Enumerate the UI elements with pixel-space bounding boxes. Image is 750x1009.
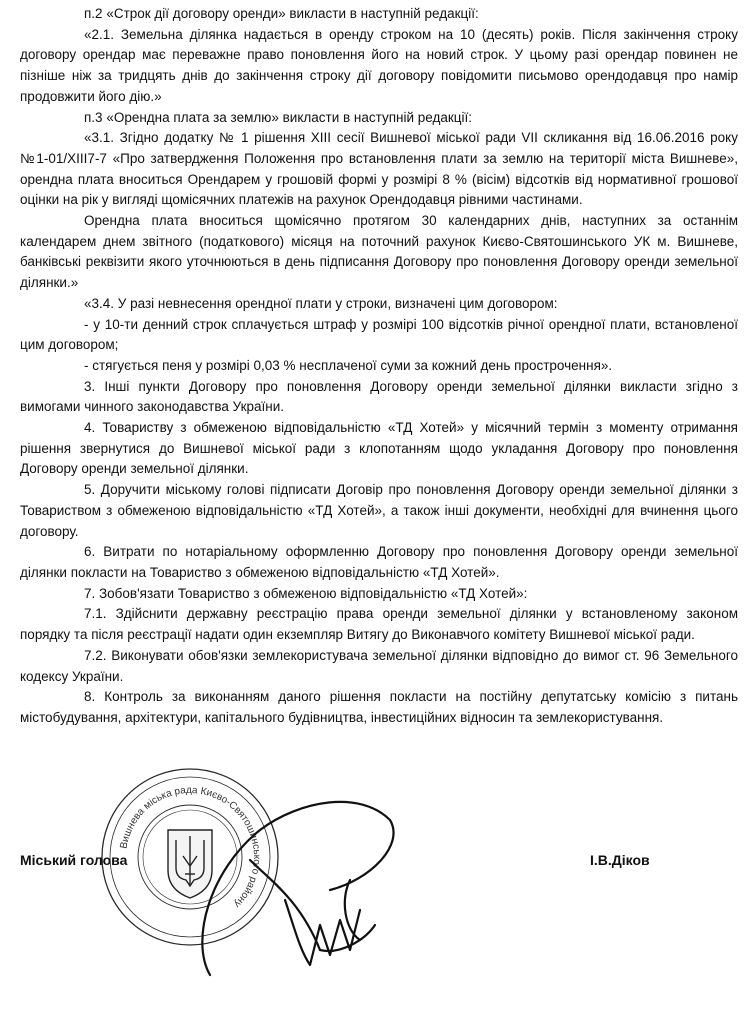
document-body — [20, 4, 738, 729]
paragraph: 8. Контроль за виконанням даного рішення покласти на постійну депутатську комісію з питань містобудування, архітектури, капітального будівництва, інвестиційних відносин та землекористування. — [20, 689, 738, 725]
paragraph: - у 10-ти денний строк сплачується штраф у розмірі 100 відсотків річної орендної плати, встановленої цим договором; — [20, 316, 738, 353]
paragraph: 6. Витрати по нотаріальному оформленню Договору про поновлення Договору оренди земельної ділянки покласти на Товариство з обмеженою відповідальністю «ТД Хотей». — [20, 544, 738, 580]
paragraph: 3. Інші пункти Договору про поновлення Договору оренди земельної ділянки викласти згідно з вимогами чинного законодавства України. — [20, 378, 738, 415]
paragraph: Орендна плата вноситься щомісячно протягом 30 календарних днів, наступних за останнім календарем днем звітного (податкового) місяця на поточний рахунок Києво-Святошинського УК м. Вишневе, банківські реквізити якого уточнюються в день підписання Договору про поновлення Договору оренди земельної ділянки.» — [20, 213, 738, 291]
stamp-ring-text: Вишнева міська рада Києво-Святошинського району — [118, 784, 263, 910]
paragraph: - стягується пеня у розмірі 0,03 % несплаченої суми за кожний день прострочення». — [84, 357, 613, 373]
paragraph: 7.2. Виконувати обов'язки землекористувача земельної ділянки відповідно до вимог ст. 96 Земельного кодексу України. — [20, 647, 738, 684]
paragraph: «3.1. Згідно додатку № 1 рішення XIII сесії Вишневої міської ради VII скликання від 16.06.2016 року №1-01/XIII7-7 «Про затвердження Положення про встановлення плати за землю на території міста Вишневе», орендна плата вноситься Орендарем у грошовій формі у розмірі 8 % (вісім) відсотків від нормативної грошової оцінки на рік у вигляді щомісячних платежів на рахунок Орендодавця рівними частинами. — [20, 130, 738, 208]
paragraph: п.2 «Строк дії договору оренди» викласти в наступній редакції: — [84, 6, 479, 21]
signatory-position: Міський голова — [20, 852, 128, 868]
paragraph: 5. Доручити міському голові підписати Договір про поновлення Договору оренди земельної ділянки з Товариством з обмеженою відповідальністю «ТД Хотей», а також інші документи, необхідні для вчинення цього договору. — [20, 482, 738, 539]
paragraph: 4. Товариству з обмеженою відповідальністю «ТД Хотей» у місячний термін з моменту отримання рішення звернутися до Вишневої міської ради з клопотанням щодо укладання Договору про поновлення Договору оренди земельної ділянки. — [20, 420, 738, 477]
paragraph: п.3 «Орендна плата за землю» викласти в наступній редакції: — [84, 109, 473, 125]
paragraph: 7. Зобов'язати Товариство з обмеженою відповідальністю «ТД Хотей»: — [84, 585, 528, 601]
paragraph: «2.1. Земельна ділянка надається в оренду строком на 10 (десять) років. Після закінчення строку договору орендар має переважне право поновлення його на новий строк. У цьому разі орендар повинен не пізніше ніж за тридцять днів до закінчення строку дії договору повідомити письмово орендодавця про намір продовжити його дію.» — [20, 26, 738, 104]
paragraph: «3.4. У разі невнесення орендної плати у строки, визначені цим договором: — [84, 295, 558, 311]
handwritten-signature — [190, 790, 410, 990]
paragraph: 7.1. Здійснити державну реєстрацію права оренди земельної ділянки у встановленому законом порядку та після реєстрації надати один екземпляр Витягу до Виконавчого комітету Вишневої міської ради. — [20, 606, 738, 643]
signatory-name: І.В.Діков — [590, 852, 650, 868]
